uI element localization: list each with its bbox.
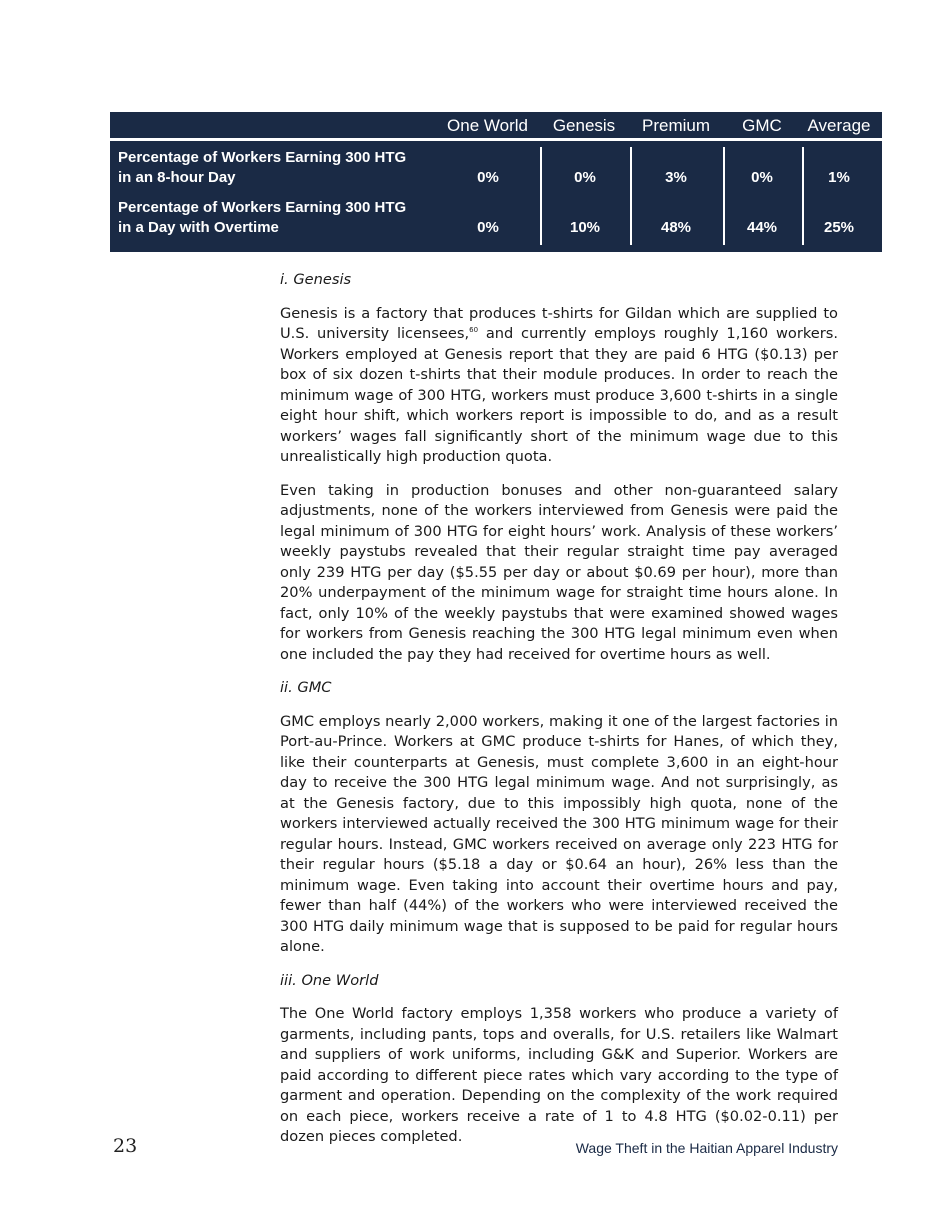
section-heading-one-world: iii. One World	[280, 971, 379, 989]
cell-premium-ot: 48%	[660, 219, 692, 236]
section-heading-gmc: ii. GMC	[280, 679, 332, 696]
paragraph-text: Genesis is a factory that produces t-shirts for Gildan which are supplied to U.S. university licensees,	[280, 304, 838, 342]
row-label-line: Percentage of Workers Earning 300 HTG	[118, 149, 407, 166]
paragraph-genesis-2: Even taking in production bonuses and other non-guaranteed salary adjustments, none of the workers interviewed from Genesis were paid the legal minimum of 300 HTG for eight hours’ work. Analysis of these workers’ weekly paystubs revealed that their regular straight time pay averaged only 239 HTG per day ($5.55 per day or about $0.69 per hour), more than 20% underpayment of the minimum wage for straight time hours alone. In fact, only 10% of the weekly paystubs that were examined showed wages for workers from Genesis reaching the 300 HTG legal minimum even when one included the pay they had received for overtime hours as well.	[280, 481, 838, 663]
paragraph-one-world-1: The One World factory employs 1,358 workers who produce a variety of garments, including pants, tops and overalls, for U.S. retailers like Walmart and suppliers of work uniforms, including G&K and Superior. Workers are paid according to different piece rates which vary according to the type of garment and operation. Depending on the complexity of the work required on each piece, workers receive a rate of 1 to 4.8 HTG ($0.02-0.11) per dozen pieces completed.	[280, 1005, 838, 1145]
page-number: 23	[113, 1135, 138, 1157]
column-header-premium: Premium	[641, 116, 710, 135]
row-label-overtime	[118, 198, 428, 238]
wage-table	[110, 112, 882, 252]
cell-premium-8h: 3%	[665, 169, 687, 186]
column-divider	[540, 147, 542, 245]
cell-genesis-8h: 0%	[574, 169, 596, 186]
table-header	[110, 112, 882, 138]
row-label-line: Percentage of Workers Earning 300 HTG	[118, 199, 407, 216]
row-label-8-hour-day	[118, 148, 428, 188]
footnote-reference[interactable]: 60	[469, 326, 479, 334]
cell-average-ot: 25%	[823, 219, 855, 236]
section-heading-genesis: i. Genesis	[280, 271, 352, 288]
paragraph-text: and currently employs roughly 1,160 workers. Workers employed at Genesis report that they are paid 6 HTG ($0.13) per box of six dozen t-shirts that their module produces. In order to reach the minimum wage of 300 HTG, workers must produce 3,600 t-shirts in a single eight hour shift, which workers report is impossible to do, and as a result workers’ wages fall significantly short of the minimum wage due to this unrealistically high production quota.	[280, 325, 838, 465]
report-body	[280, 270, 838, 1161]
column-header-average: Average	[807, 116, 871, 135]
cell-one-world-ot: 0%	[477, 219, 499, 236]
row-label-line: in a Day with Overtime	[118, 219, 279, 236]
cell-one-world-8h: 0%	[477, 169, 499, 186]
cell-gmc-8h: 0%	[751, 169, 773, 186]
cell-average-8h: 1%	[828, 169, 850, 186]
column-header-one-world: One World	[447, 116, 528, 135]
header-divider	[110, 138, 882, 141]
column-header-gmc: GMC	[742, 116, 782, 135]
row-label-line: in an 8-hour Day	[118, 169, 236, 186]
cell-genesis-ot: 10%	[569, 219, 601, 236]
column-divider	[630, 147, 632, 245]
cell-gmc-ot: 44%	[746, 219, 778, 236]
running-title: Wage Theft in the Haitian Apparel Industry	[575, 1140, 838, 1156]
paragraph-gmc-1: GMC employs nearly 2,000 workers, making it one of the largest factories in Port-au-Prince. Workers at GMC produce t-shirts for Hanes, of which they, like their counterparts at Genesis, must complete 3,600 in an eight-hour day to receive the 300 HTG legal minimum wage. And not surprisingly, as at the Genesis factory, due to this impossibly high quota, none of the workers interviewed actually received the 300 HTG minimum wage for their regular hours. Instead, GMC workers received on average only 223 HTG for their regular hours ($5.18 a day or $0.64 an hour), 26% less than the minimum wage. Even taking into account their overtime hours and pay, fewer than half (44%) of the workers who were interviewed received the 300 HTG daily minimum wage that is supposed to be paid for regular hours alone.	[280, 712, 838, 955]
column-header-genesis: Genesis	[552, 116, 616, 135]
paragraph-genesis-1	[280, 304, 838, 468]
